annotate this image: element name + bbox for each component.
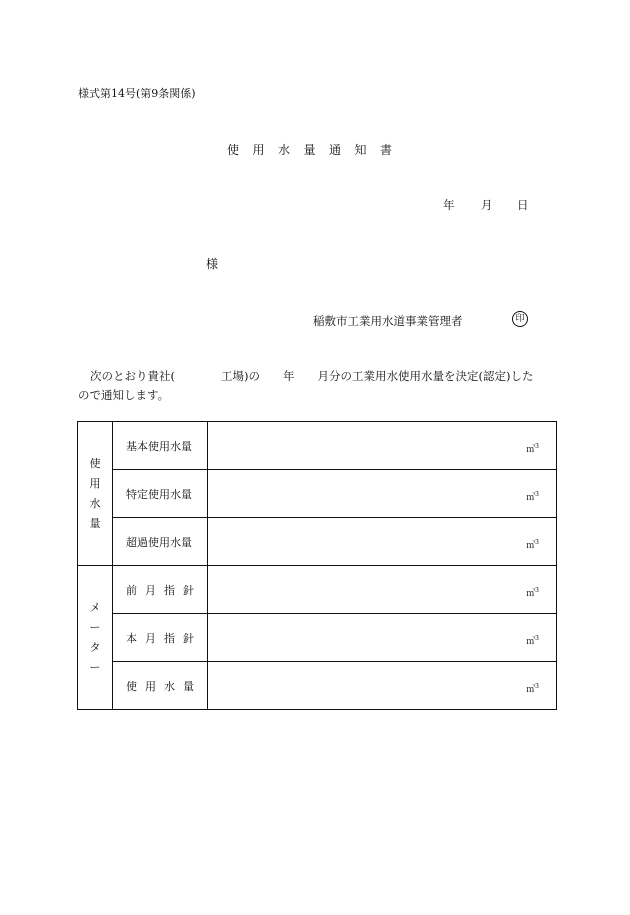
notice-body-line-2: ので通知します。: [78, 388, 170, 402]
value-cell: [208, 662, 557, 710]
date-day-label: 日: [517, 198, 529, 212]
table-row: [78, 662, 557, 710]
table-row: [78, 470, 557, 518]
row-label: 前月指針: [113, 566, 208, 614]
row-label: 超過使用水量: [113, 518, 208, 566]
group-label-text: 使用水量: [89, 456, 101, 530]
usage-table: [77, 421, 557, 710]
document-title: 使用水量通知書: [227, 143, 406, 157]
value-cell: [208, 614, 557, 662]
group-label-usage: [78, 422, 113, 566]
group-label-meter: [78, 566, 113, 710]
value-cell: [208, 566, 557, 614]
unit-label: ㎥3: [526, 635, 539, 647]
unit-label: ㎥3: [526, 491, 539, 503]
row-label: 使用水量: [113, 662, 208, 710]
unit-label: ㎥3: [526, 539, 539, 551]
table-row: [78, 422, 557, 470]
unit-label: ㎥3: [526, 587, 539, 599]
date-month-label: 月: [481, 198, 493, 212]
issuer-name: 稲敷市工業用水道事業管理者: [313, 314, 463, 328]
unit-label: ㎥3: [526, 683, 539, 695]
addressee-suffix: 様: [206, 257, 219, 271]
form-number: 様式第14号(第9条関係): [78, 87, 196, 100]
row-label: 基本使用水量: [113, 422, 208, 470]
value-cell: [208, 422, 557, 470]
value-cell: [208, 470, 557, 518]
table-row: [78, 566, 557, 614]
value-cell: [208, 518, 557, 566]
date-year-label: 年: [443, 198, 455, 212]
seal-mark: 印: [512, 311, 528, 327]
notice-body-line-1: 次のとおり貴社( 工場)の 年 月分の工業用水使用水量を決定(認定)した: [90, 369, 534, 383]
row-label: 本月指針: [113, 614, 208, 662]
table-row: [78, 614, 557, 662]
unit-label: ㎥3: [526, 443, 539, 455]
group-label-text: メーター: [89, 600, 101, 674]
row-label: 特定使用水量: [113, 470, 208, 518]
table-row: [78, 518, 557, 566]
